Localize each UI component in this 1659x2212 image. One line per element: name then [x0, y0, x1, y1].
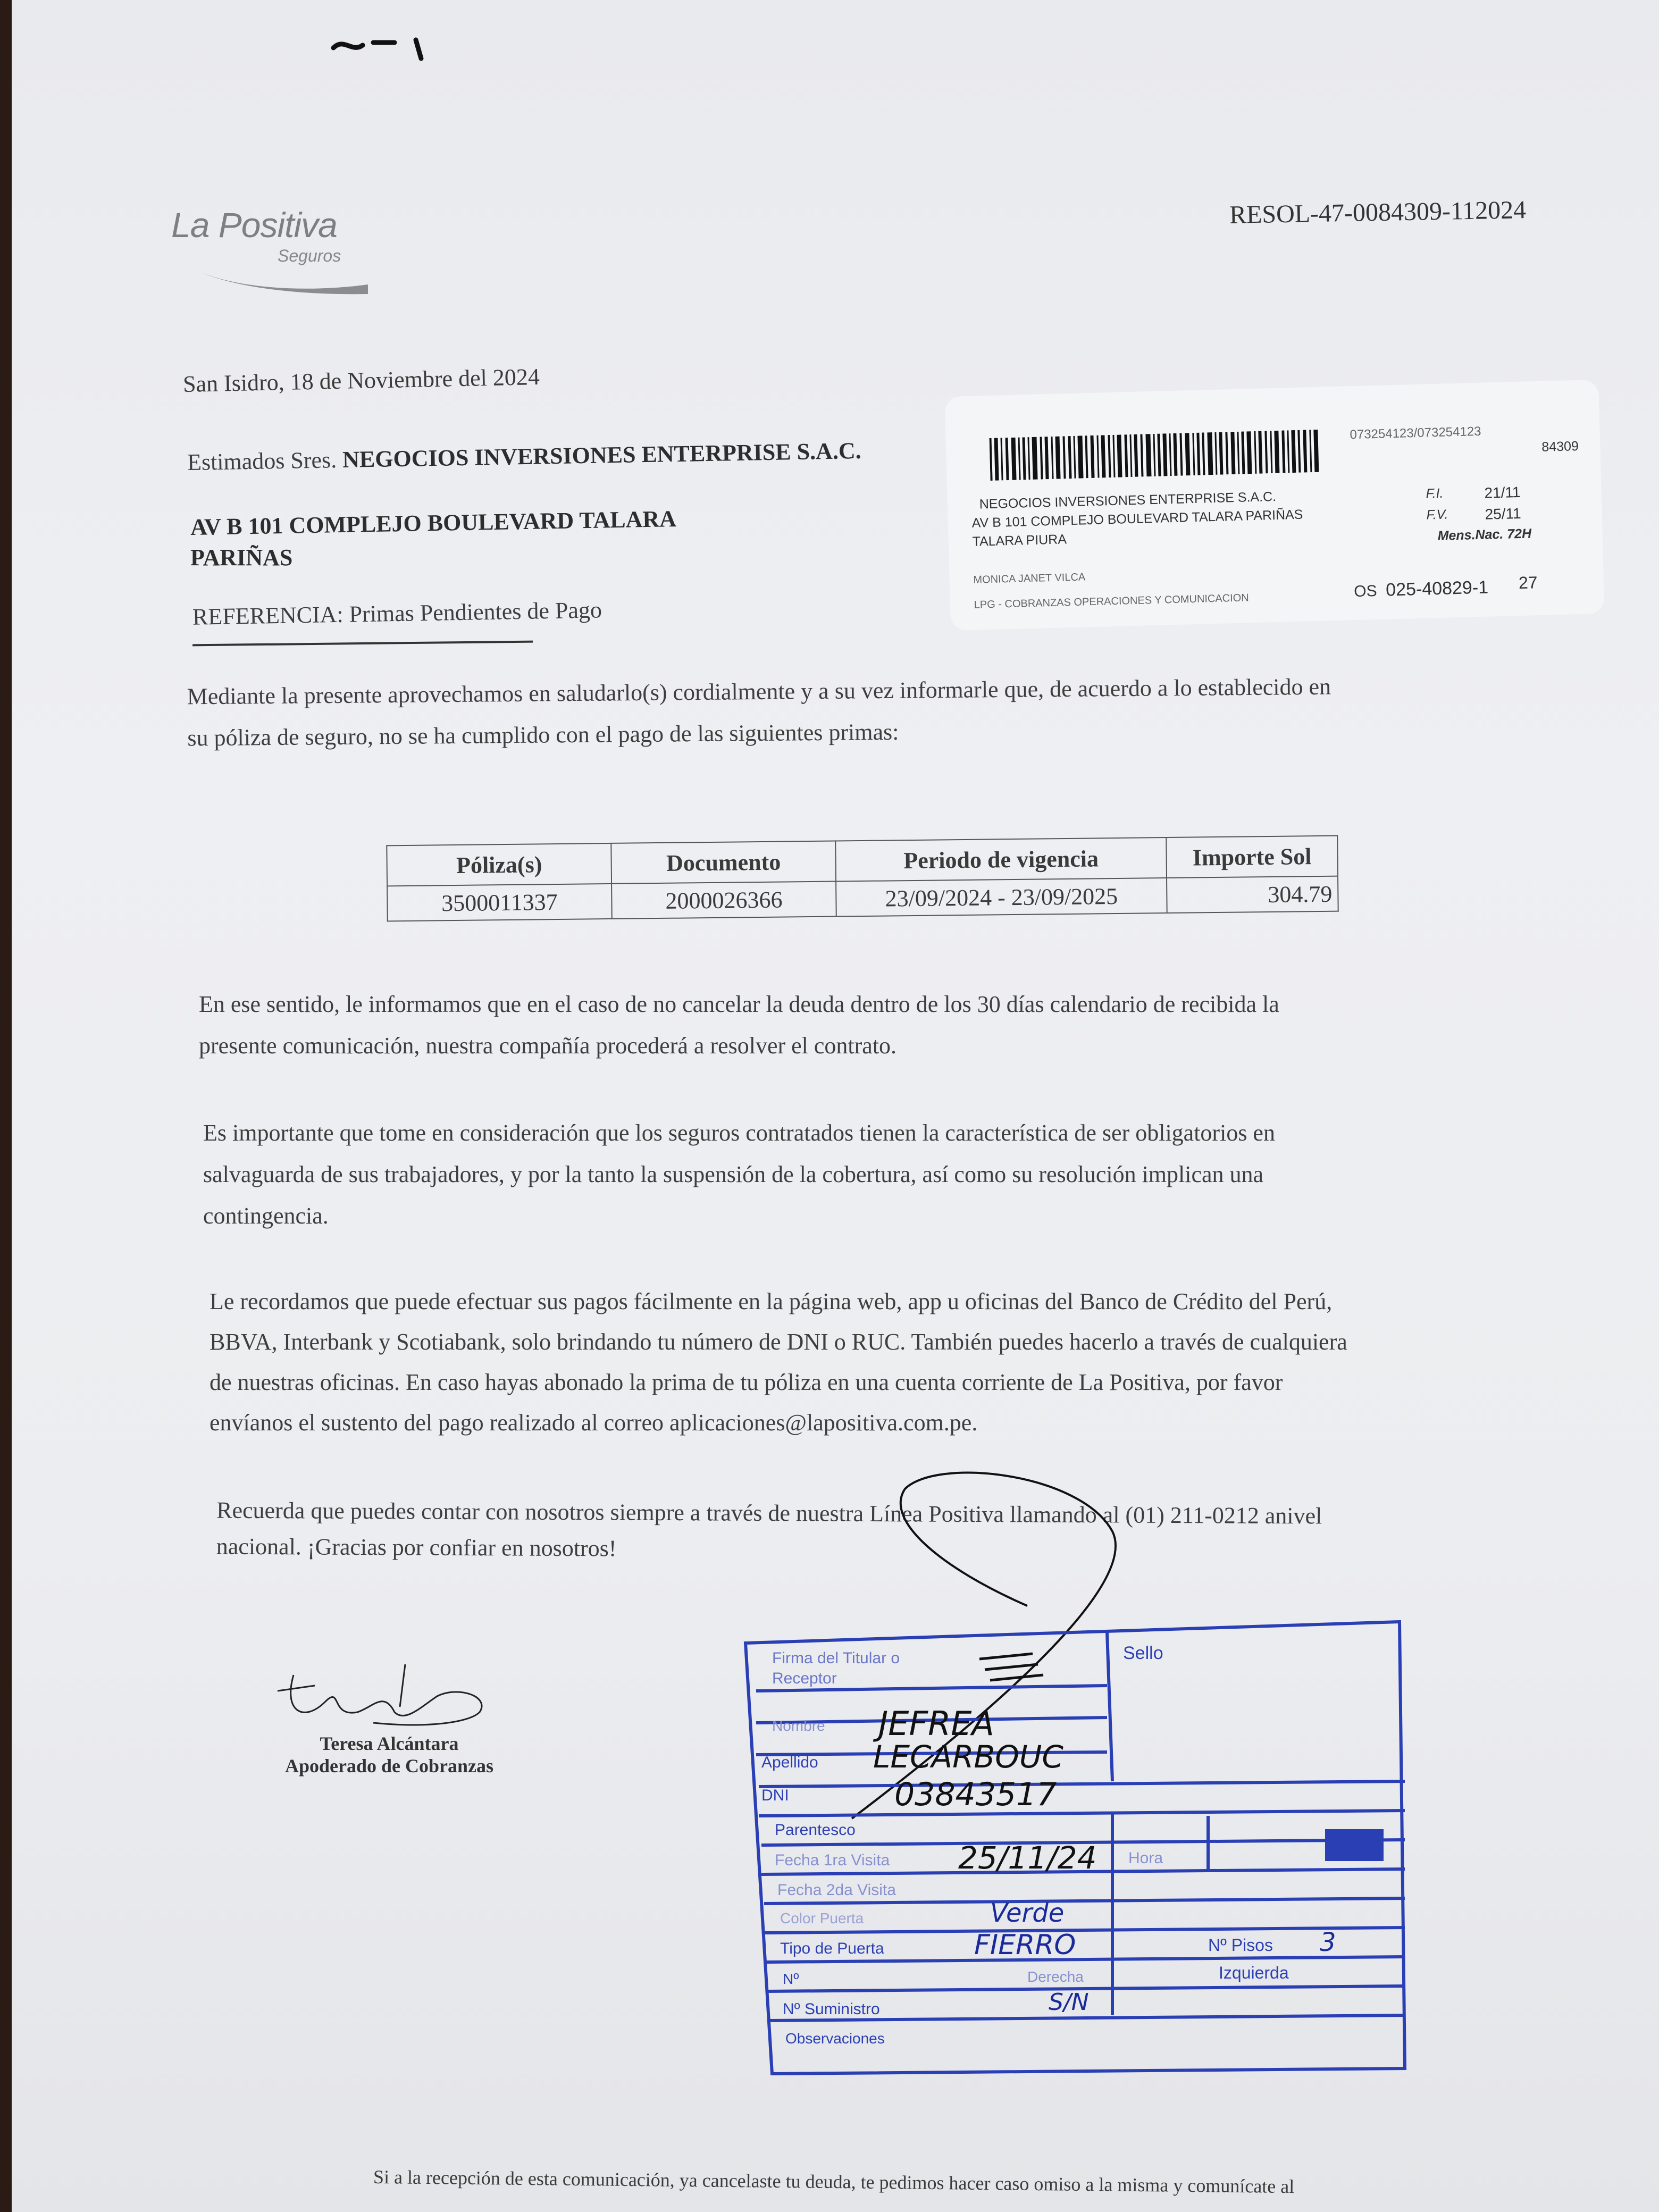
signature-image	[267, 1654, 501, 1733]
company-logo: La Positiva Seguros	[171, 205, 373, 300]
stamp-nombre-value: JEFREA	[878, 1704, 994, 1743]
paragraph-4: Le recordamos que puede efectuar sus pagos fácilmente en la página web, app u oficinas del Banco de Crédito del Perú, BBVA, Interbank y Scotiabank, solo brindando tu número de DNI o RUC. También puedes hacerlo a través de cualquiera de nuestras oficinas. En caso hayas abonado la prima de tu póliza en una cuenta corriente de La Positiva, por favor envíanos el sustento del pago realizado al correo aplicaciones@lapositiva.com.pe.	[210, 1288, 1347, 1436]
paragraph-5: Recuerda que puedes contar con nosotros siempre a través de nuestra Línea Positiva llamando al (01) 211-0212 anivel nacional. ¡Gracias por confiar en nosotros!	[216, 1497, 1322, 1562]
stamp-suministro-value: S/N	[1049, 1989, 1089, 2016]
letter-page	[12, 0, 1659, 2212]
signer: Teresa Alcántara Apoderado de Cobranzas	[284, 1733, 494, 1777]
cell-importe: 304.79	[1167, 876, 1338, 913]
stamp-color-label: Color Puerta	[780, 1910, 864, 1926]
address-line-1: AV B 101 COMPLEJO BOULEVARD TALARA	[190, 506, 677, 540]
label-code-right: 84309	[1541, 438, 1579, 455]
col-documento: Documento	[611, 841, 836, 884]
reference-underline	[192, 641, 533, 647]
stamp-dni-label: DNI	[761, 1787, 789, 1804]
footer-note: Si a la recepción de esta comunicación, ya cancelaste tu deuda, te pedimos hacer caso omiso a la misma y comunícate al	[373, 2166, 1295, 2198]
stamp-piso-value: 3	[1320, 1928, 1336, 1957]
premiums-table	[386, 835, 1338, 922]
cell-poliza: 3500011337	[387, 884, 612, 921]
label-agent: MONICA JANET VILCA	[973, 571, 1086, 586]
reference-line: REFERENCIA: Primas Pendientes de Pago	[192, 597, 602, 630]
stamp-piso-label: Nº Pisos	[1208, 1936, 1273, 1955]
stamp-sello-label: Sello	[1123, 1643, 1163, 1663]
cell-periodo: 23/09/2024 - 23/09/2025	[836, 878, 1167, 917]
stamp-fecha2-label: Fecha 2da Visita	[777, 1881, 896, 1899]
stamp-apellido-label: Apellido	[761, 1754, 818, 1771]
letter-date: San Isidro, 18 de Noviembre del 2024	[182, 363, 540, 398]
stamp-fecha1-value: 25/11/24	[958, 1840, 1097, 1876]
label-os-value: 025-40829-1	[1385, 577, 1489, 600]
intro-paragraph: Mediante la presente aprovechamos en saludarlo(s) cordialmente y a su vez informarle que, de acuerdo a lo establecido en su póliza de seguro, no se ha cumplido con el pago de las siguientes primas:	[187, 673, 1331, 751]
cell-documento: 2000026366	[611, 882, 836, 919]
stamp-derecha-label: Derecha	[1027, 1968, 1084, 1985]
stamp-dni-value: 03843517	[894, 1776, 1057, 1813]
label-fv-value: 25/11	[1485, 505, 1521, 523]
label-service: Mens.Nac. 72H	[1437, 526, 1532, 543]
stamp-obs-label: Observaciones	[785, 2030, 885, 2047]
stamp-hora-label: Hora	[1128, 1849, 1163, 1867]
stamp-tipo-value: FIERRO	[974, 1929, 1076, 1961]
col-poliza: Póliza(s)	[387, 843, 611, 886]
stamp-signature-scribble	[974, 1648, 1049, 1691]
label-dept: LPG - COBRANZAS OPERACIONES Y COMUNICACION	[974, 592, 1249, 611]
stamp-izquierda-label: Izquierda	[1219, 1963, 1289, 1982]
greeting: Estimados Sres. NEGOCIOS INVERSIONES ENTERPRISE S.A.C.	[187, 437, 862, 476]
label-barcode-text: 073254123/073254123	[1350, 424, 1481, 442]
stamp-tipo-label: Tipo de Puerta	[780, 1940, 884, 1957]
label-os: OS	[1353, 582, 1378, 601]
col-importe: Importe Sol	[1166, 836, 1338, 878]
shipping-label	[944, 380, 1604, 631]
address-line-2: PARIÑAS	[190, 544, 293, 571]
stamp-firma-label: Firma del Titular o Receptor	[772, 1649, 900, 1687]
paragraph-3: Es importante que tome en consideración que los seguros contratados tienen la característica de ser obligatorios en salvaguarda de sus trabajadores, y por la tanto la suspensión de la cobertura, así como su resolución implican una contingencia.	[203, 1120, 1275, 1229]
stamp-color-value: Verde	[990, 1898, 1065, 1928]
stamp-suministro-label: Nº Suministro	[783, 2000, 880, 2018]
barcode	[990, 430, 1320, 481]
label-company: NEGOCIOS INVERSIONES ENTERPRISE S.A.C.	[979, 489, 1277, 512]
stamp-apellido-value: LECARBOUC	[873, 1739, 1063, 1775]
stamp-nombre-label: Nombre	[772, 1717, 825, 1734]
col-periodo: Periodo de vigencia	[835, 837, 1167, 882]
stamp-fecha1-label: Fecha 1ra Visita	[775, 1851, 890, 1869]
label-city: TALARA PIURA	[972, 532, 1067, 549]
resolution-code: RESOL-47-0084309-112024	[1229, 196, 1527, 229]
stamp-n-label: Nº	[783, 1971, 799, 1987]
label-fi-value: 21/11	[1484, 483, 1521, 501]
label-address: AV B 101 COMPLEJO BOULEVARD TALARA PARIÑAS	[971, 507, 1303, 531]
paragraph-2: En ese sentido, le informamos que en el caso de no cancelar la deuda dentro de los 30 días calendario de recibida la presente comunicación, nuestra compañía procederá a resolver el contrato.	[199, 991, 1279, 1059]
stamp-parentesco-label: Parentesco	[775, 1821, 856, 1839]
receipt-stamp	[740, 1611, 1431, 2090]
label-os-num: 27	[1518, 573, 1538, 593]
label-fv: F.V.	[1426, 507, 1448, 523]
top-ink-mark	[331, 32, 437, 77]
label-fi: F.I.	[1426, 485, 1444, 501]
